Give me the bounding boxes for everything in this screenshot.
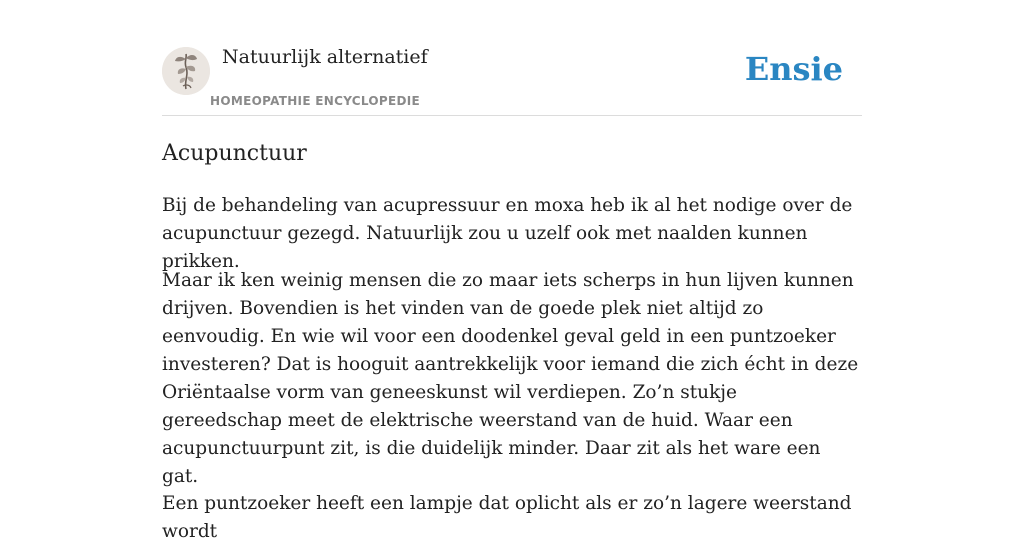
site-name[interactable]: Natuurlijk alternatief [222,46,428,68]
site-header [162,0,862,116]
page [162,0,862,542]
article-title: Acupunctuur [162,141,307,166]
brand-logo[interactable]: Ensie [744,50,843,88]
article-paragraph: Een puntzoeker heeft een lampje dat oplicht als er zo’n lagere weerstand wordt [162,493,852,542]
herb-plant-icon[interactable] [162,47,210,95]
site-subtitle: HOMEOPATHIE ENCYCLOPEDIE [210,94,421,108]
article-paragraph: Maar ik ken weinig mensen die zo maar iets scherps in hun lijven kunnen drijven. Bovendien is het vinden van de goede plek niet altijd zo eenvoudig. En wie wil voor een doodenkel geval geld in een puntzoeker investeren? Dat is hooguit aantrekkelijk voor iemand die zich écht in deze Oriëntaalse vorm van geneeskunst wil verdiepen. Zo’n stukje gereedschap meet de elektrische weerstand van de huid. Waar een acupunctuurpunt zit, is die duidelijk minder. Daar zit als het ware een gat. [162,270,859,487]
article-paragraph: Bij de behandeling van acupressuur en moxa heb ik al het nodige over de acupunctuur gezegd. Natuurlijk zou u uzelf ook met naalden kunnen prikken. [162,195,853,272]
